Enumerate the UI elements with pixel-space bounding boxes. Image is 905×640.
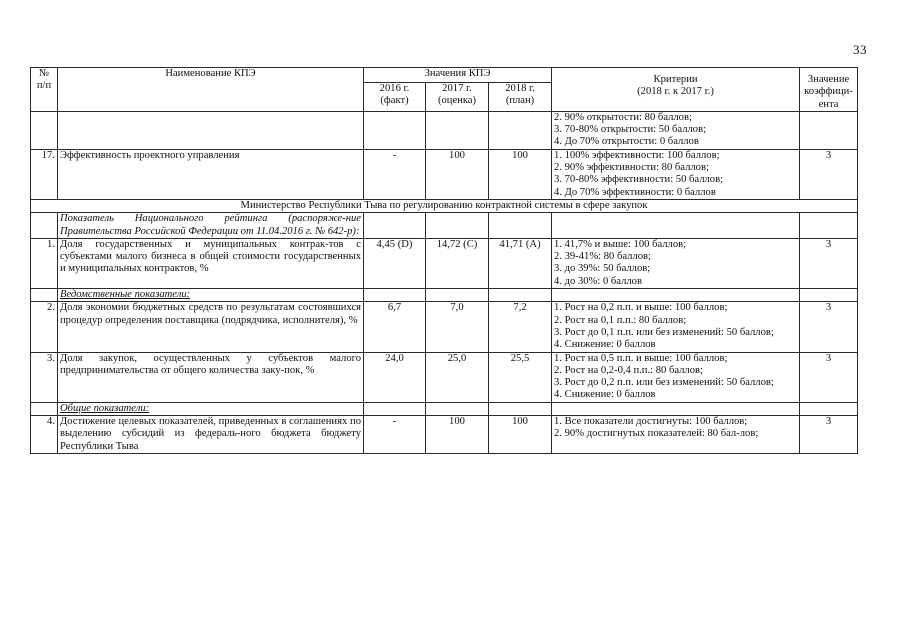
kpi-name: Эффективность проектного управления — [58, 149, 364, 199]
header-row-1 — [31, 68, 858, 83]
criteria-cell: 1. Все показатели достигнуты: 100 баллов; 2. 90% достигнутых показателей: 80 бал-лов; — [552, 416, 800, 454]
value-2017: 7,0 — [426, 302, 489, 352]
header-coefficient: Значение коэффици- ента — [800, 68, 858, 112]
kpi-name: Доля закупок, осуществленных у субъектов малого предпринимательства от общего количества заку-пок, % — [58, 352, 364, 402]
value-2017: 14,72 (С) — [426, 238, 489, 288]
coefficient-value: 3 — [800, 302, 858, 352]
value-2016: 6,7 — [364, 302, 426, 352]
kpi-name: Достижение целевых показателей, приведенных в соглашениях по выделению субсидий из федераль-ного бюджета бюджету Республики Тыва — [58, 416, 364, 454]
table-row-continuation — [31, 111, 858, 149]
header-2017: 2017 г. (оценка) — [426, 83, 489, 112]
general-indicators-label: Общие показатели: — [58, 402, 364, 415]
header-name: Наименование КПЭ — [58, 68, 364, 112]
criteria-cell: 1. Рост на 0,5 п.п. и выше: 100 баллов; 2. Рост на 0,2-0,4 п.п.: 80 баллов; 3. Рост до 0,2 п.п. или без изменений: 50 баллов; 4. Снижение: 0 баллов — [552, 352, 800, 402]
header-values-group: Значения КПЭ — [364, 68, 552, 83]
header-number: № п/п — [31, 68, 58, 112]
value-2016: - — [364, 416, 426, 454]
value-2017: 25,0 — [426, 352, 489, 402]
coefficient-value: 3 — [800, 149, 858, 199]
row-number: 17. — [31, 149, 58, 199]
header-2018: 2018 г. (план) — [489, 83, 552, 112]
row-number: 2. — [31, 302, 58, 352]
table-row-4 — [31, 416, 858, 454]
department-indicators-label: Ведомственные показатели: — [58, 289, 364, 302]
criteria-cell: 1. 100% эффективности: 100 баллов; 2. 90% эффективности: 80 баллов; 3. 70-80% эффективности: 50 баллов; 4. До 70% эффективности: 0 баллов — [552, 149, 800, 199]
section-title: Министерство Республики Тыва по регулированию контрактной системы в сфере закупок — [31, 199, 858, 212]
section-header-row — [31, 199, 858, 212]
table-row-17 — [31, 149, 858, 199]
value-2017: 100 — [426, 149, 489, 199]
rating-label: Показатель Национального рейтинга (распоряже-ние Правительства Российской Федерации от 11.04.2016 г. № 642-р): — [58, 213, 364, 239]
value-2018: 7,2 — [489, 302, 552, 352]
value-2018: 41,71 (А) — [489, 238, 552, 288]
value-2016: 24,0 — [364, 352, 426, 402]
table-row-1 — [31, 238, 858, 288]
subheader-row-general — [31, 402, 858, 415]
row-number: 1. — [31, 238, 58, 288]
row-number: 3. — [31, 352, 58, 402]
value-2018: 25,5 — [489, 352, 552, 402]
coefficient-value: 3 — [800, 352, 858, 402]
subheader-row-rating — [31, 213, 858, 239]
value-2017: 100 — [426, 416, 489, 454]
page-number: 33 — [853, 42, 867, 57]
value-2018: 100 — [489, 416, 552, 454]
value-2016: 4,45 (D) — [364, 238, 426, 288]
value-2016: - — [364, 149, 426, 199]
table-row-3 — [31, 352, 858, 402]
table-row-2 — [31, 302, 858, 352]
header-criteria: Критерии (2018 г. к 2017 г.) — [552, 68, 800, 112]
coefficient-value: 3 — [800, 416, 858, 454]
coefficient-value: 3 — [800, 238, 858, 288]
subheader-row-department — [31, 289, 858, 302]
header-2016: 2016 г. (факт) — [364, 83, 426, 112]
kpi-name: Доля экономии бюджетных средств по результатам состоявшихся процедур определения поставщика (подрядчика, исполнителя), % — [58, 302, 364, 352]
kpi-name: Доля государственных и муниципальных контрак-тов с субъектами малого бизнеса в общей стоимости государственных и муниципальных контрактов, % — [58, 238, 364, 288]
criteria-cell: 1. 41,7% и выше: 100 баллов; 2. 39-41%: 80 баллов; 3. до 39%: 50 баллов; 4. до 30%: 0 баллов — [552, 238, 800, 288]
kpi-table — [30, 67, 858, 454]
criteria-cell: 1. Рост на 0,2 п.п. и выше: 100 баллов; 2. Рост на 0,1 п.п.: 80 баллов; 3. Рост до 0,1 п.п. или без изменений: 50 баллов; 4. Снижение: 0 баллов — [552, 302, 800, 352]
row-number: 4. — [31, 416, 58, 454]
value-2018: 100 — [489, 149, 552, 199]
criteria-cell: 2. 90% открытости: 80 баллов; 3. 70-80% открытости: 50 баллов; 4. До 70% открытости: 0 баллов — [552, 111, 800, 149]
